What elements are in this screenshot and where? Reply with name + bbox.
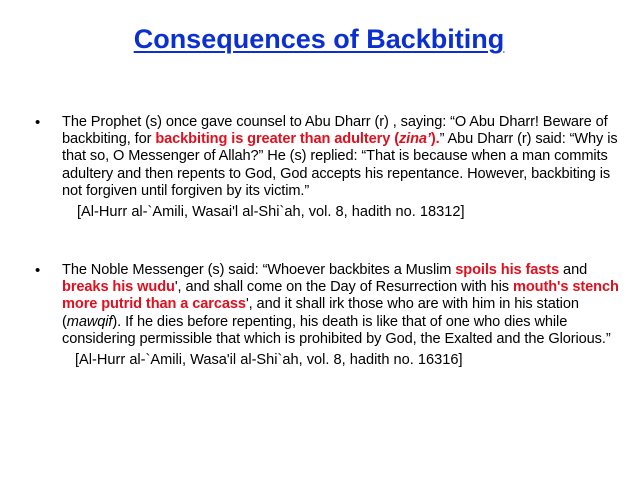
bullet-dot: • [35,262,41,279]
highlighted-text: spoils his fasts [455,262,560,278]
text-run: ” Abu Dharr (r) said: “Why is that so, O Messenger of Allah?” He (s) replied: “That is because when a man commits adultery and then repents to God, God accepts his repentance. However, backbiting is not forgiven until forgiven by its victim.” [62,131,618,199]
italic-text: mawqif [66,313,113,330]
slide-title: Consequences of Backbiting [133,24,505,54]
bullet-item [35,114,619,221]
bullet-text [62,114,619,200]
text-run: and [559,262,588,278]
highlighted-text: ). [430,131,440,148]
text-run: ', and it shall irk those who are with him in his station ( [62,296,579,330]
text-run: ', and shall come on the Day of Resurrection with his [174,279,513,296]
text-run: The Noble Messenger (s) said: “Whoever backbites a Muslim [62,262,456,278]
highlighted-text: backbiting is greater than adultery ( [155,131,399,148]
citation: [Al-Hurr al-`Amili, Wasai'l al-Shi`ah, vol. 8, hadith no. 18312] [77,204,465,221]
highlighted-italic-text: zina’ [398,131,431,148]
bullet-item [35,262,619,369]
text-run: The Prophet (s) once gave counsel to Abu Dharr (r) , saying: “O Abu Dharr! Beware of backbiting, for [62,114,608,148]
bullet-dot: • [35,114,41,131]
bullet-text [62,262,619,348]
highlighted-text: mouth's stench more putrid than a carcass [62,279,619,313]
highlighted-text: breaks his wudu [62,279,175,296]
citation: [Al-Hurr al-`Amili, Wasa'il al-Shi`ah, vol. 8, hadith no. 16316] [75,352,463,369]
text-run: ). If he dies before repenting, his death is like that of one who dies while considering permissible that which is prohibited by God, the Exalted and the Glorious.” [62,313,611,347]
